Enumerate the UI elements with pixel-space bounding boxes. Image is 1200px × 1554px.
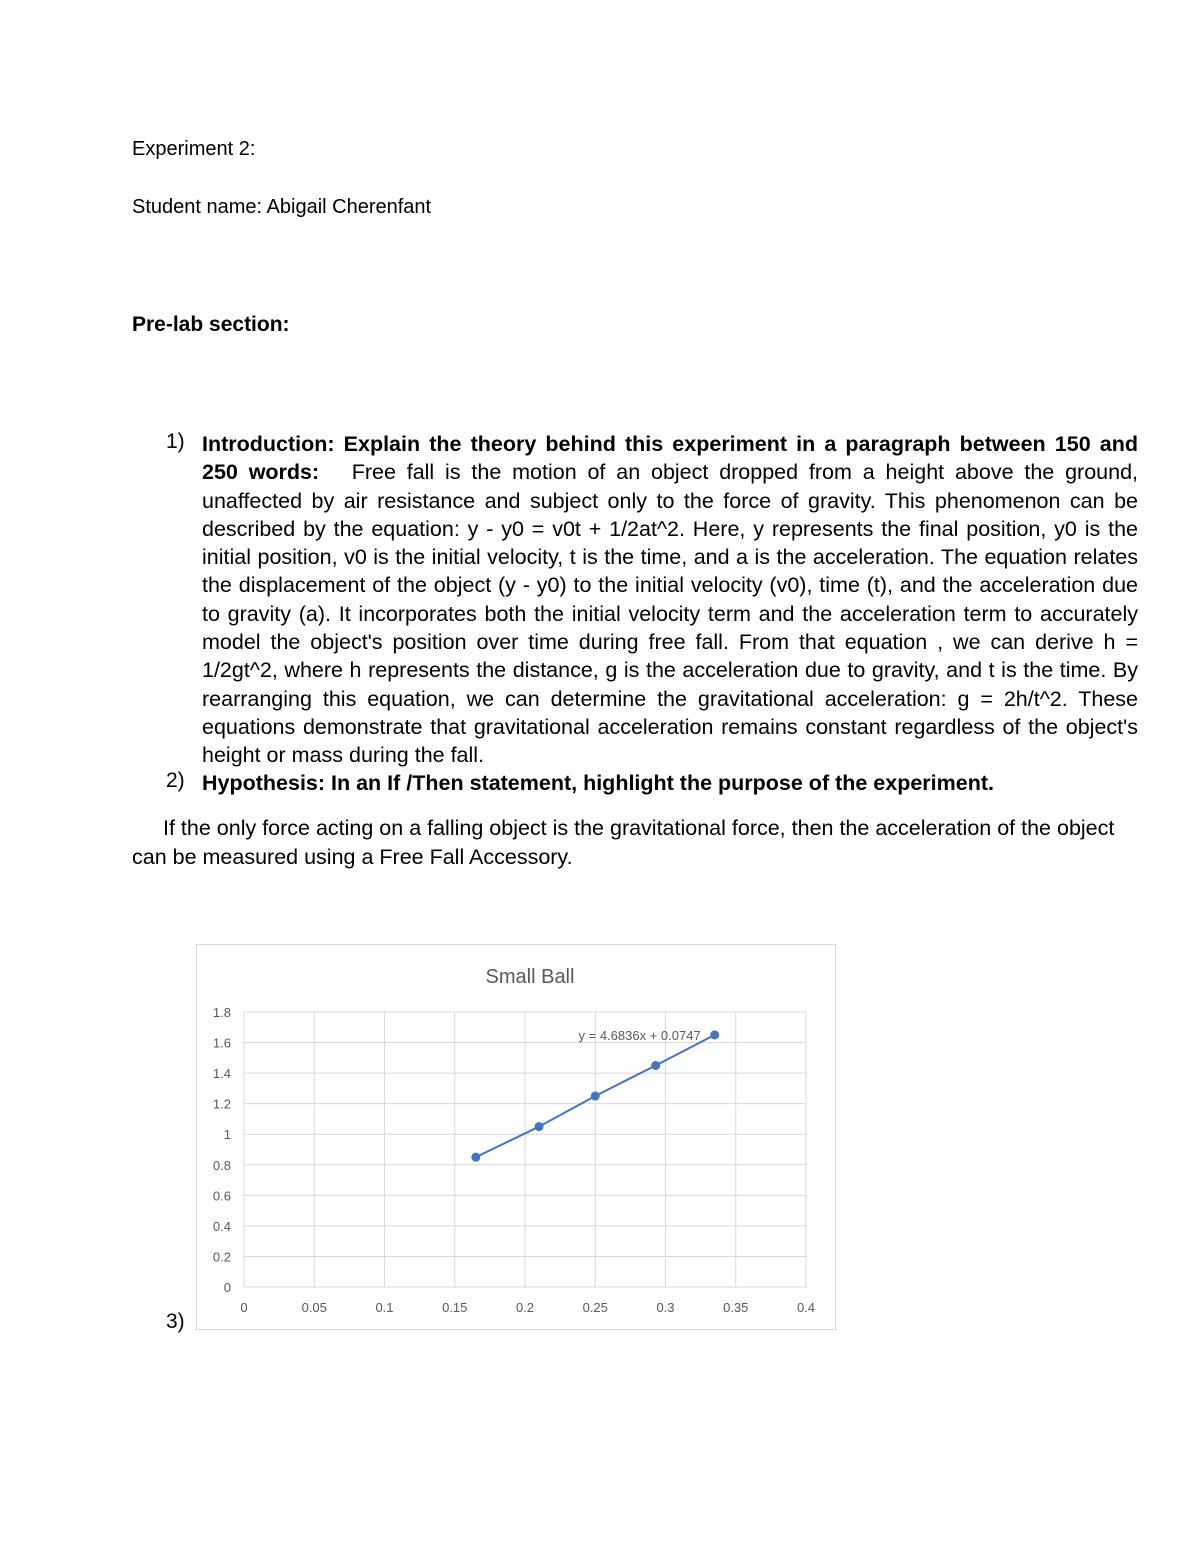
y-tick-label: 1.4 xyxy=(212,1066,231,1082)
student-name-line xyxy=(132,196,431,219)
y-tick-label: 1.8 xyxy=(212,1005,231,1020)
small-ball-chart xyxy=(196,944,836,1330)
data-point xyxy=(591,1092,600,1101)
item-number-1: 1) xyxy=(166,430,185,453)
item-number-2: 2) xyxy=(166,769,185,792)
y-tick-label: 1 xyxy=(223,1127,231,1143)
introduction-heading: Introduction: Explain the theory behind this experiment in a paragraph between 150 and 250 words: xyxy=(202,432,1138,485)
introduction-text: Free fall is the motion of an object dropped from a height above the ground, unaffected by air resistance and subject only to the force of gravity. This phenomenon can be described by the equation: y - y0 = v0t + 1/2at^2. Here, y represents the final position, y0 is the initial position, v0 is the initial velocity, t is the time, and a is the acceleration. The equation relates the displacement of the object (y - y0) to the initial velocity (v0), time (t), and the acceleration due to gravity (a). It incorporates both the initial velocity term and the acceleration term to accurately model the object's position over time during free fall. From that equation , we can derive h = 1/2gt^2, where h represents the distance, g is the acceleration due to gravity, and t is the time. By rearranging this equation, we can determine the gravitational acceleration: g = 2h/t^2. These equations demonstrate that gravitational acceleration remains constant regardless of the object's height or mass during the fall. xyxy=(202,460,1139,768)
y-tick-label: 1.6 xyxy=(212,1035,231,1051)
x-tick-label: 0.1 xyxy=(375,1300,394,1315)
trendline-equation-label: y = 4.6836x + 0.0747 xyxy=(578,1027,701,1043)
data-point xyxy=(651,1061,660,1070)
prelab-heading: Pre-lab section: xyxy=(132,313,290,336)
data-point xyxy=(710,1030,719,1039)
x-tick-label: 0.05 xyxy=(301,1300,327,1315)
x-tick-label: 0.4 xyxy=(796,1300,816,1315)
hypothesis-text: If the only force acting on a falling object is the gravitational force, then the acceleration of the object can be measured using a Free Fall Accessory. xyxy=(132,816,1115,869)
hypothesis-heading: Hypothesis: In an If /Then statement, highlight the purpose of the experiment. xyxy=(202,771,994,795)
chart-canvas xyxy=(197,945,835,1329)
y-tick-label: 0.2 xyxy=(212,1249,231,1265)
student-name-value: Abigail Cherenfant xyxy=(266,196,432,218)
x-tick-label: 0 xyxy=(240,1300,248,1315)
data-point xyxy=(471,1153,480,1162)
y-tick-label: 0.8 xyxy=(212,1157,231,1173)
y-tick-label: 0.4 xyxy=(212,1218,231,1234)
data-point xyxy=(535,1122,544,1131)
x-tick-label: 0.15 xyxy=(442,1300,468,1315)
student-name-label: Student name: xyxy=(132,196,263,218)
x-tick-label: 0.3 xyxy=(656,1300,675,1315)
experiment-title: Experiment 2: xyxy=(132,138,256,160)
item-number-3: 3) xyxy=(166,1310,185,1333)
x-tick-label: 0.25 xyxy=(582,1300,608,1315)
x-tick-label: 0.35 xyxy=(723,1300,749,1315)
y-tick-label: 0 xyxy=(223,1280,231,1295)
introduction-item xyxy=(202,430,1138,770)
y-tick-label: 1.2 xyxy=(212,1096,231,1112)
y-tick-label: 0.6 xyxy=(212,1188,231,1204)
x-tick-label: 0.2 xyxy=(515,1300,535,1315)
hypothesis-item xyxy=(202,769,1138,797)
chart-title: Small Ball xyxy=(485,966,575,988)
